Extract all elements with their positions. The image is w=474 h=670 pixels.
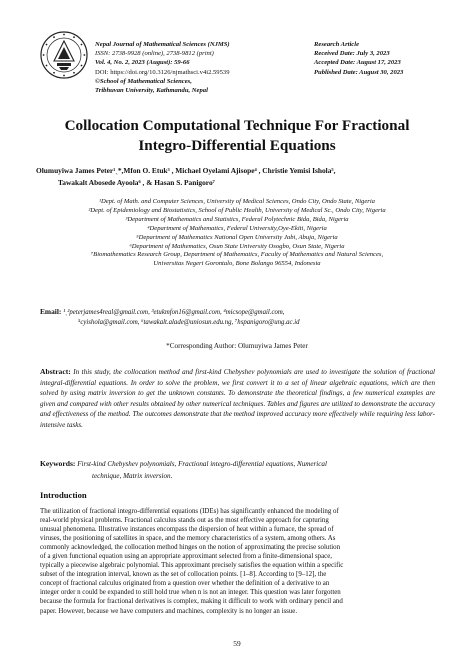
introduction-body [40,507,435,616]
issn: ISSN: 2738-9928 (online), 2738-9812 (print) [95,50,214,58]
intro-line: viruses, the positioning of satellites in space, and the memory characteristics of a system, among others. As [40,535,336,543]
email-line-2[interactable]: ⁵cyishola@gmail.com, ⁶tawakalt.alade@uniosun.edu.ng, ⁷hspanigoro@ung.ac.id [78,318,300,326]
title-line-1: Collocation Computational Technique For Fractional [64,117,410,134]
keywords-line-1: First-kind Chebyshev polynomials, Fractional integro-differential equations, Numerical [77,460,327,468]
intro-line: because the formula for fractional derivatives is complex, making it difficult to work with ordinary pencil and [40,598,343,606]
keywords-line-2: technique, Matrix inversion. [92,472,173,480]
intro-line: paper. However, because we have computers and machines, complexity is no longer an issue. [40,607,298,615]
abstract-text: In this study, the collocation method and first-kind Chebyshev polynomials are used to investigate the solution of fractional integral-differential equations. In order to solve the problem, we first convert it to a set of linear algebraic equations, which are then solved by using matrix inversion to get the unknown constants. To demonstrate the theoretical findings, a few numerical examples are given and compared with other results obtained by other numerical techniques. Tables and figures are utilized to demonstrate the accuracy and effectiveness of the method. The outcomes demonstrate that the method improved accuracy more effectively while requiring less labor-intensive tasks. [40,368,435,429]
email-block [40,307,440,327]
journal-name: Nepal Journal of Mathematical Sciences (NJMS) [95,41,230,48]
article-dates [314,40,403,77]
journal-info [95,40,230,95]
affiliation-6: ⁶Department of Mathematics, Osun State University Osogbo, Osun State, Nigeria [129,242,345,250]
published-date: Published Date: August 30, 2023 [314,68,404,76]
email-line-1[interactable]: ¹ˎ²peterjames4real@gmail.com, ³etukmfon16@gmail.com, ⁴micsope@gmail.com, [63,309,285,316]
email-label: Email: [40,307,62,316]
intro-line: The utilization of fractional integro-differential equations (IDEs) has significantly enhanced the modeling of [40,508,339,515]
intro-line: typically a piecewise algebraic polynomial. This approximant precisely satisfies the equation within a specific [40,562,344,570]
affiliation-7-cont: Universitas Negeri Gorontalo, Bone Bolango 96554, Indonesia [153,260,321,268]
intro-line: unusual phenomena. Illustrative instances encompass the dispersion of heat within a furnace, the spread of [40,526,334,534]
authors-line-2: Tawakalt Abosede Ayoola⁶ , & Hasan S. Panigoro⁷ [58,178,215,187]
affiliation-4: ⁴Department of Mathematics, Federal University,Oye-Ekiti, Nigeria [147,224,327,232]
university-seal-logo [40,31,88,79]
keywords-label: Keywords: [40,459,76,468]
title-line-2: Integro-Differential Equations [138,137,336,154]
corresponding-author: *Corresponding Author: Olumuyiwa James Peter [166,342,308,350]
affiliation-7: ⁷Biomathematics Research Group, Department of Mathematics, Faculty of Mathematics and Natural Sciences, [90,251,384,259]
doi-link[interactable]: DOI: https://doi.org/10.3126/njmathsci.v4i2.59539 [95,68,230,76]
author-list [36,165,440,189]
affiliation-2: ²Dept. of Epidemiology and Biostatistics, School of Public Health, University of Medical Sc., Ondo City, Nigeria [88,206,386,214]
intro-line: integer order n could be expanded to still hold true when n is not an integer. This question was later forgotten [40,589,341,597]
intro-line: concept of fractional calculus originated from a question over whether the definition of a derivative to an [40,580,330,588]
abstract-label: Abstract: [40,367,71,376]
intro-line: real-world physical problems. Fractional calculus stands out as the most effective approach for capturing [40,517,329,525]
affiliation-5: ⁵Department of Mathematics National Open University Jabi, Abuja, Nigeria [136,233,338,241]
accepted-date: Accepted Date: August 17, 2023 [314,59,401,67]
affiliation-3: ³Department of Mathematics and Statistics, Federal Polytechnic Bida, Bida, Nigeria [125,215,349,223]
volume-info: Vol. 4, No. 2, 2023 (August): 59-66 [95,59,190,67]
received-date: Received Date: July 3, 2023 [314,50,390,58]
intro-line: commonly acknowledged, the collocation method hinges on the notion of approximating the precise solution [40,544,341,552]
publisher-school: ©School of Mathematical Sciences, [95,77,192,85]
affiliation-1: ¹Dept. of Math. and Computer Sciences, University of Medical Sciences, Ondo City, Ondo State, Nigeria [99,198,375,205]
keywords [40,458,435,482]
article-type: Research Article [314,41,359,48]
section-heading-introduction: Introduction [40,490,87,500]
publisher-university: Tribhuvan University, Kathmandu, Nepal [95,87,208,95]
page-number: 59 [233,639,241,648]
intro-line: of a given functional equation using an appropriate approximant selected from a finite-dimensional space, [40,553,332,561]
journal-header [40,26,450,112]
paper-title [20,116,454,156]
affiliations [30,198,444,269]
authors-line-1: Olumuyiwa James Peter¹ˎ*,Mfon O. Etuk³ , Michael Oyelami Ajisope⁴ , Christie Yemisi Ishola⁵, [36,166,336,175]
intro-line: subset of the integration interval, known as the set of collocation points. [1–8]. According to [9–12], the [40,571,327,579]
abstract [40,367,435,431]
